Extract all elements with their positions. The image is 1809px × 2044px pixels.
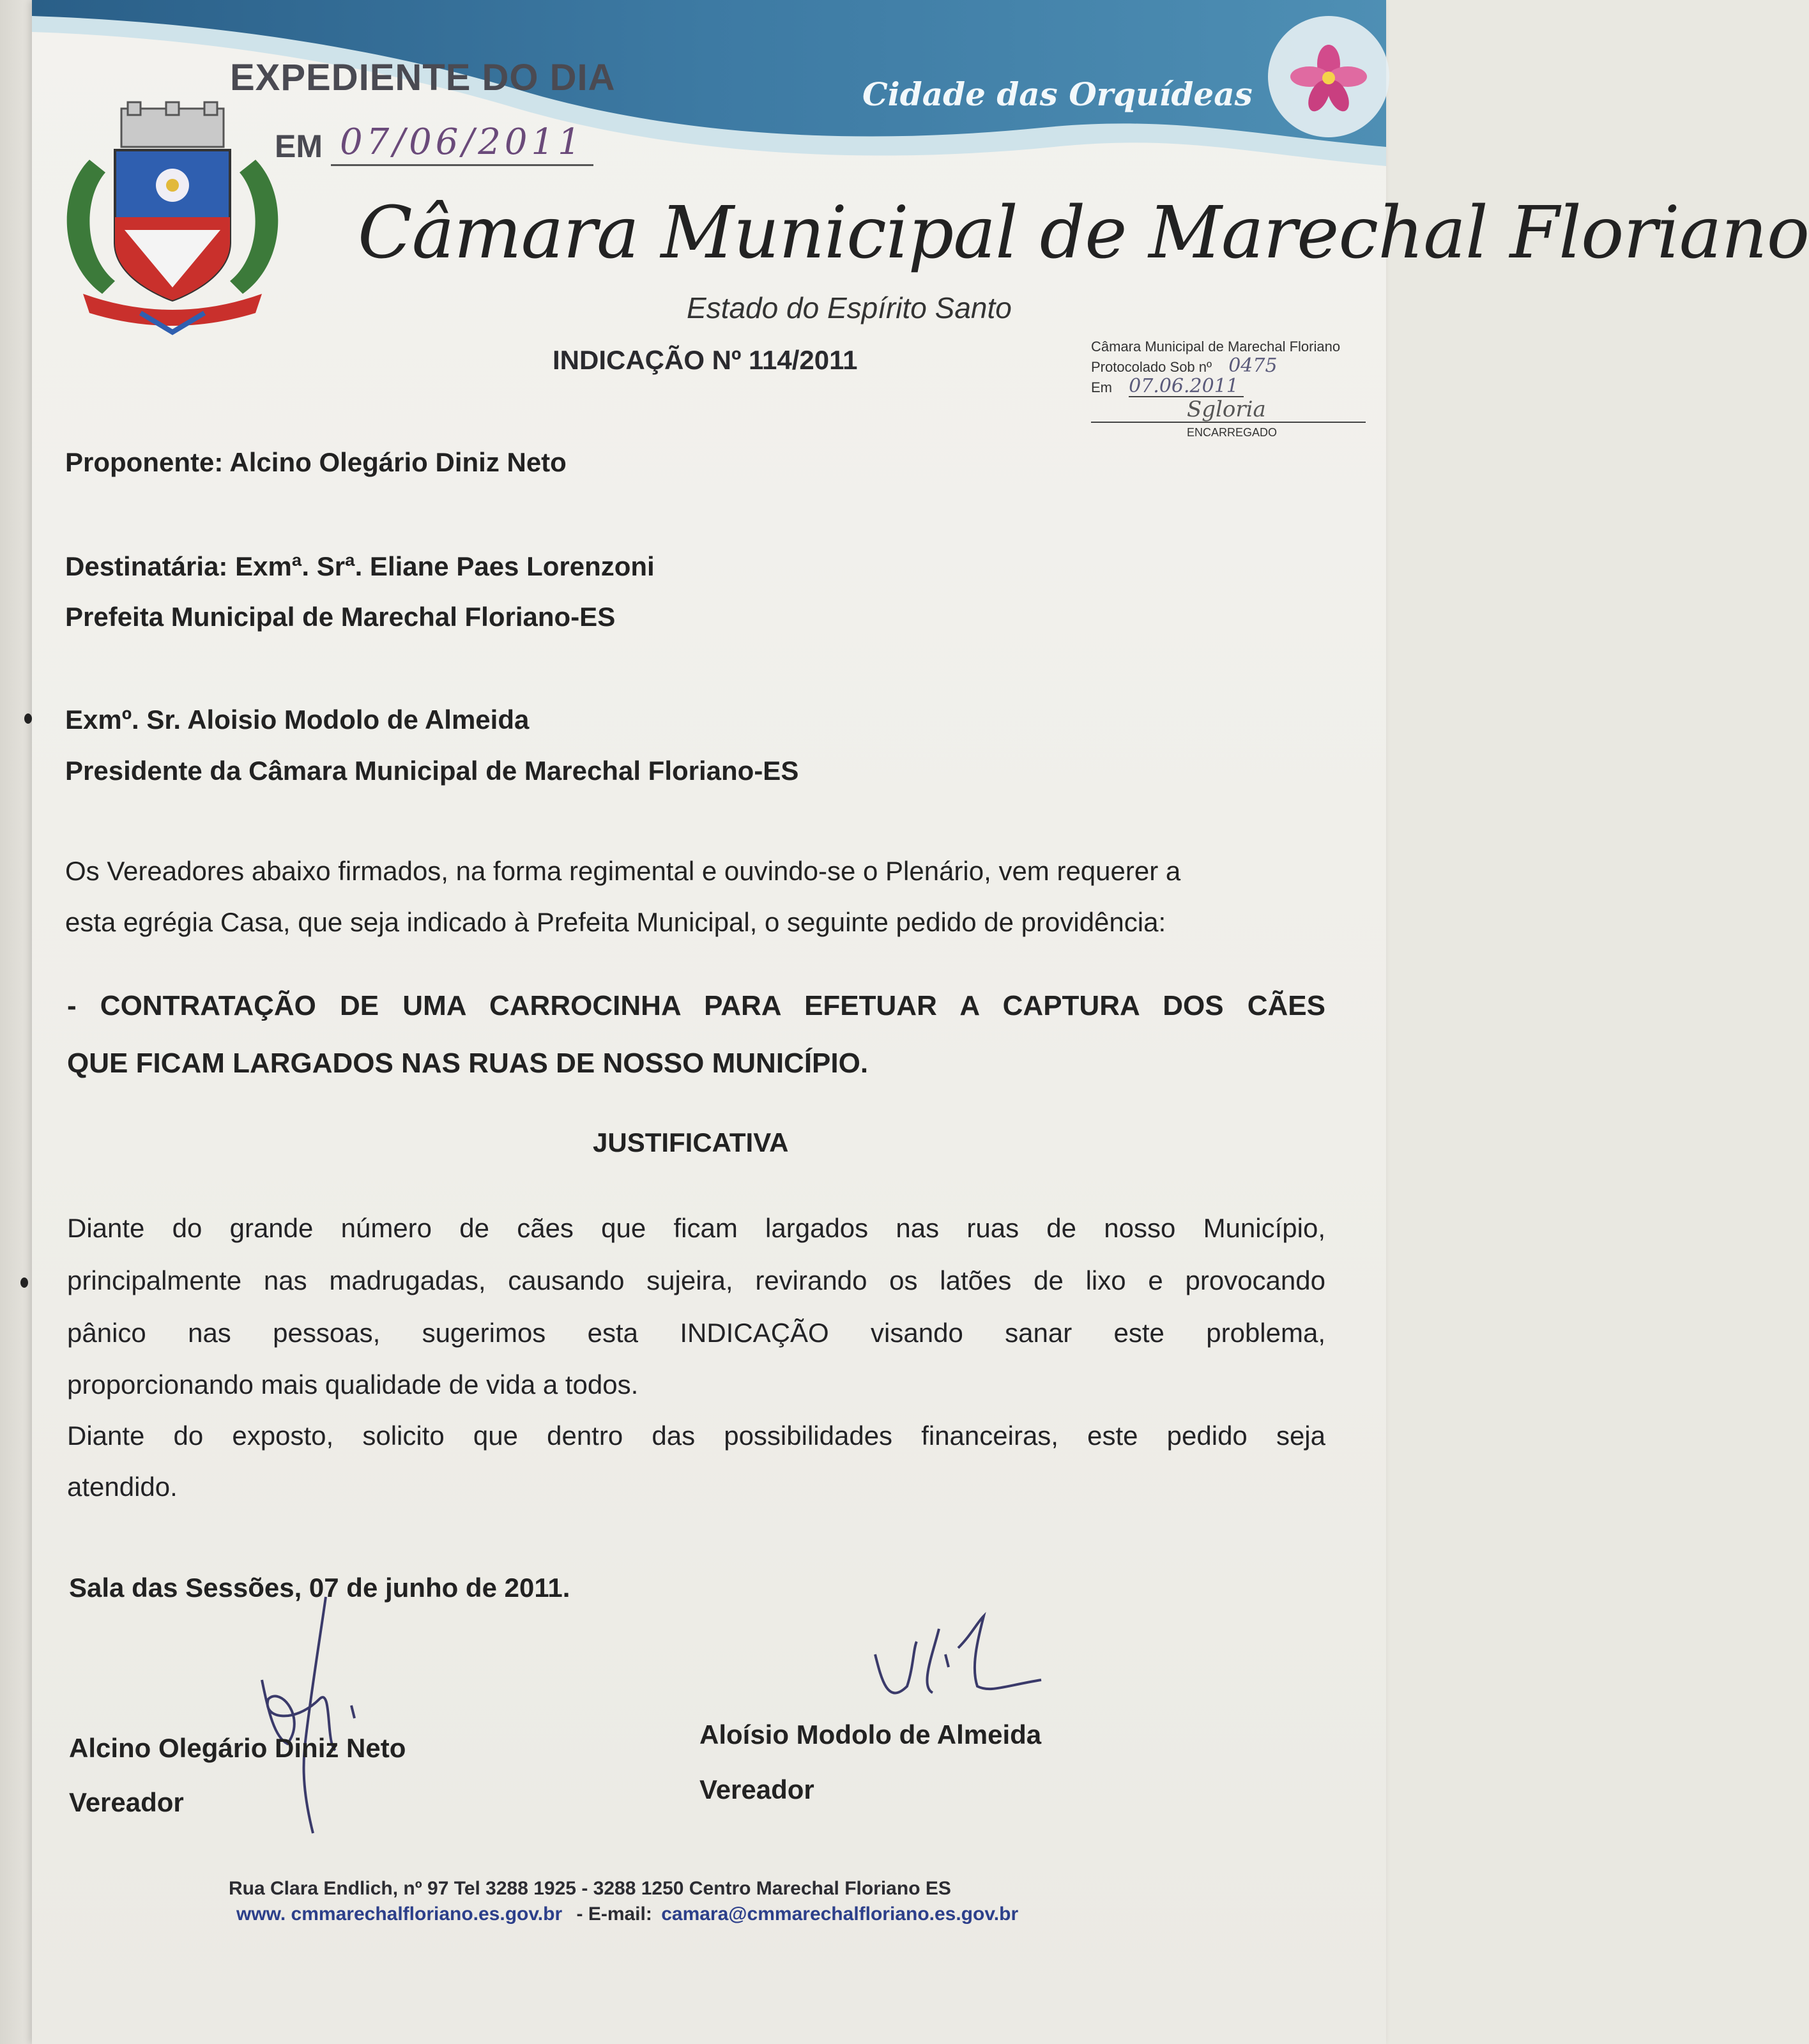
- justificativa-body: [67, 1202, 1325, 1513]
- signature-name-2: Aloísio Modolo de Almeida: [699, 1720, 1042, 1750]
- orchid-icon: [1284, 38, 1373, 121]
- footer-contact: [236, 1903, 1018, 1925]
- coat-of-arms-emblem: [45, 102, 300, 345]
- request-line2: QUE FICAM LARGADOS NAS RUAS DE NOSSO MUNICÍPIO.: [67, 1048, 869, 1079]
- protocol-number: 0475: [1228, 355, 1278, 377]
- indicacao-number: INDICAÇÃO Nº 114/2011: [553, 345, 858, 375]
- destinataria-line2: Prefeita Municipal de Marechal Floriano-ES: [65, 602, 616, 632]
- expediente-stamp-title: EXPEDIENTE DO DIA: [230, 57, 616, 98]
- presidente-line1: Exmº. Sr. Aloisio Modolo de Almeida: [65, 705, 530, 735]
- protocol-caption: ENCARREGADO: [1091, 422, 1366, 442]
- intro-line1: Os Vereadores abaixo firmados, na forma regimental e ouvindo-se o Plenário, vem requerer a: [65, 856, 1181, 886]
- expediente-stamp-date: 07/06/2011: [331, 121, 593, 166]
- signature-scribble-alcino: [224, 1590, 390, 1846]
- justificativa-line2: principalmente nas madrugadas, causando sujeira, revirando os latões de lixo e provocando: [67, 1265, 1325, 1295]
- state-subtitle: Estado do Espírito Santo: [687, 291, 1012, 324]
- destinataria-line1: Destinatária: Exmª. Srª. Eliane Paes Lorenzoni: [65, 551, 655, 581]
- proponente-line: Proponente: Alcino Olegário Diniz Neto: [65, 447, 567, 477]
- footer-address: Rua Clara Endlich, nº 97 Tel 3288 1925 - 3288 1250 Centro Marechal Floriano ES: [229, 1878, 951, 1899]
- protocol-stamp: [1091, 337, 1410, 442]
- signature-scribble-aloisio: [850, 1616, 1054, 1718]
- justificativa-line3: pânico nas pessoas, sugerimos esta INDICAÇÃO visando sanar este problema,: [67, 1318, 1325, 1348]
- margin-mark-2: [20, 1278, 28, 1288]
- protocol-number-row: [1091, 356, 1410, 377]
- page-left-edge: [0, 0, 32, 2044]
- presidente-line2: Presidente da Câmara Municipal de Marechal Floriano-ES: [65, 756, 799, 786]
- justificativa-line6: atendido.: [67, 1472, 178, 1502]
- request-block: [67, 977, 1325, 1092]
- protocol-line1: Câmara Municipal de Marechal Floriano: [1091, 339, 1341, 355]
- margin-mark: [24, 713, 32, 724]
- request-line1: - CONTRATAÇÃO DE UMA CARROCINHA PARA EFETUAR A CAPTURA DOS CÃES: [67, 990, 1325, 1021]
- protocol-signature: Sgloria: [1187, 397, 1266, 422]
- protocol-date: 07.06.2011: [1129, 377, 1244, 397]
- justificativa-line1: Diante do grande número de cães que ficam largados nas ruas de nosso Município,: [67, 1213, 1325, 1243]
- protocol-em-label: Em: [1091, 379, 1112, 395]
- signature-role-1: Vereador: [69, 1787, 184, 1817]
- footer-website[interactable]: www. cmmarechalfloriano.es.gov.br: [236, 1903, 563, 1925]
- chamber-name-title: Câmara Municipal de Marechal Floriano: [358, 192, 1809, 275]
- signature-name-1: Alcino Olegário Diniz Neto: [69, 1733, 406, 1763]
- footer-email[interactable]: camara@cmmarechalfloriano.es.gov.br: [661, 1903, 1019, 1925]
- justificativa-line4: proporcionando mais qualidade de vida a todos.: [67, 1369, 639, 1400]
- protocol-date-row: [1091, 377, 1410, 397]
- protocol-label: Protocolado Sob nº: [1091, 359, 1212, 375]
- sala-sessoes-date: Sala das Sessões, 07 de junho de 2011.: [69, 1573, 570, 1603]
- footer-email-label: - E-mail:: [576, 1903, 652, 1925]
- signature-role-2: Vereador: [699, 1774, 814, 1804]
- protocol-signature-row: [1091, 397, 1410, 422]
- justificativa-heading: JUSTIFICATIVA: [593, 1127, 789, 1157]
- document-page: [32, 0, 1809, 2044]
- expediente-stamp-em-label: EM: [275, 128, 323, 164]
- city-tagline: Cidade das Orquídeas: [862, 75, 1253, 113]
- intro-line2: esta egrégia Casa, que seja indicado à Prefeita Municipal, o seguinte pedido de providência:: [65, 907, 1166, 937]
- justificativa-line5: Diante do exposto, solicito que dentro das possibilidades financeiras, este pedido seja: [67, 1421, 1325, 1451]
